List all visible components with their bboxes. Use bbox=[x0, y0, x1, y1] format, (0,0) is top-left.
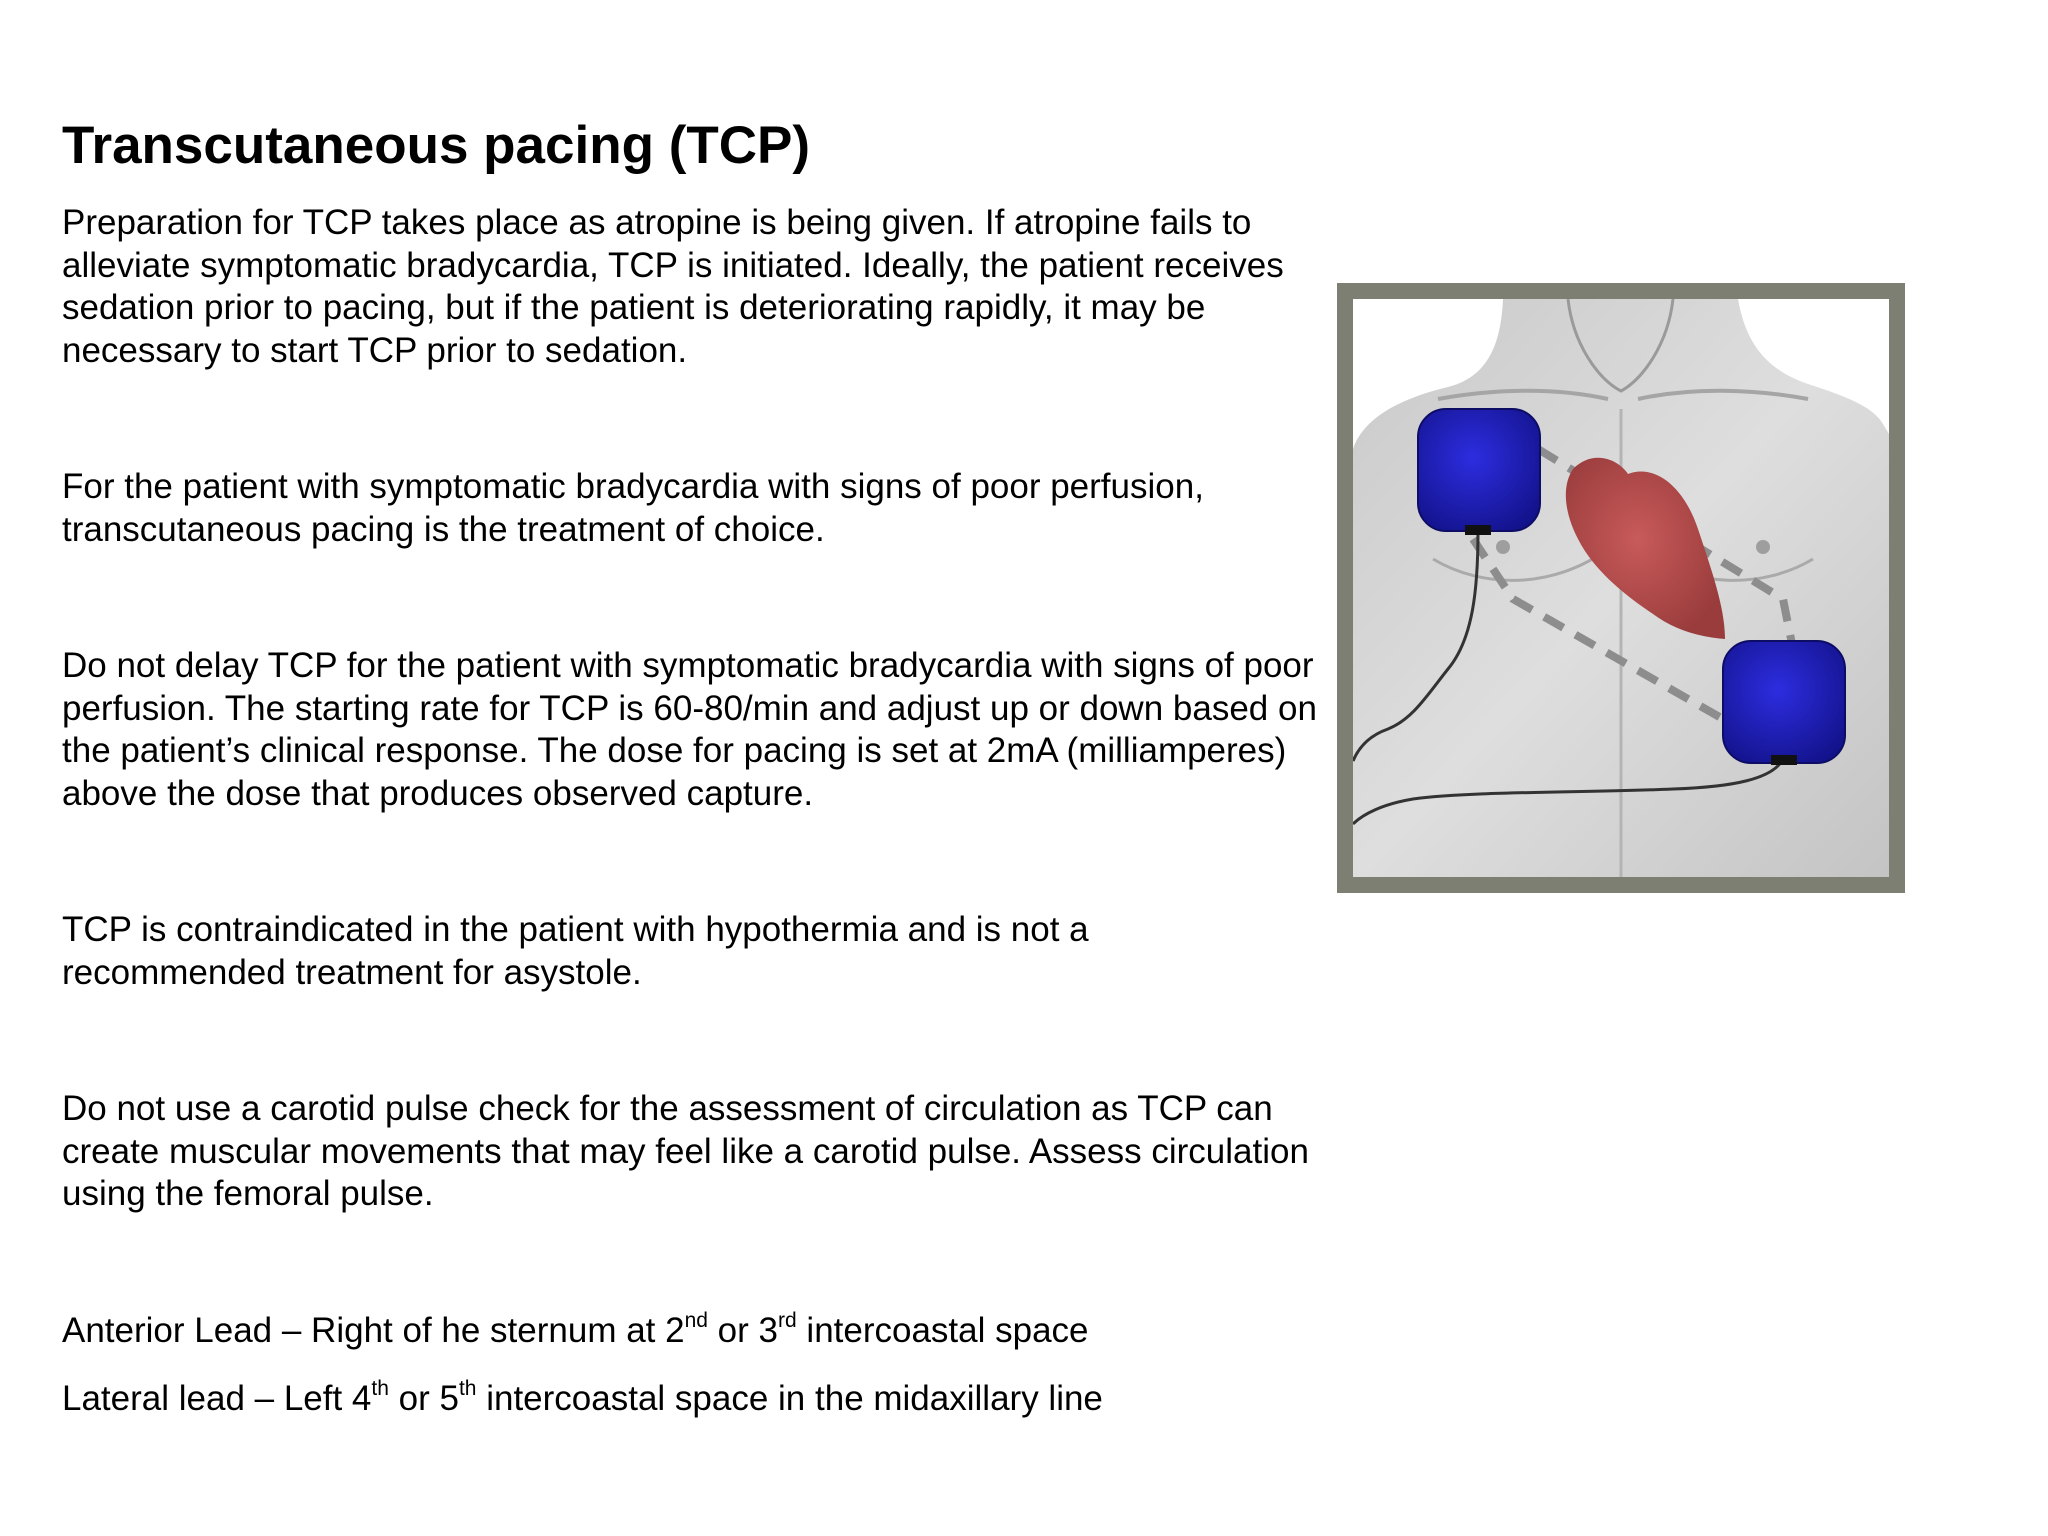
anterior-lead-text bbox=[62, 1310, 1322, 1353]
lateral-lead-part3: intercoastal space in the midaxillary line bbox=[476, 1379, 1103, 1418]
paragraph-treatment-of-choice: For the patient with symptomatic bradycardia with signs of poor perfusion, transcutaneous pacing is the treatment of choice. bbox=[62, 467, 1204, 549]
lateral-lead-sup1: th bbox=[371, 1377, 389, 1400]
anterior-lead-part1: Anterior Lead – Right of he sternum at 2 bbox=[62, 1310, 685, 1350]
slide-title: Transcutaneous pacing (TCP) bbox=[62, 116, 811, 175]
anterior-lead-part2: or 3 bbox=[707, 1310, 778, 1350]
paragraph-contraindications: TCP is contraindicated in the patient with hypothermia and is not a recommended treatment for asystole. bbox=[62, 910, 1089, 992]
lateral-lead-part2: or 5 bbox=[388, 1379, 459, 1418]
anterior-pad bbox=[1418, 409, 1540, 531]
paragraph-pulse-check: Do not use a carotid pulse check for the assessment of circulation as TCP can create muscular movements that may feel like a carotid pulse. Assess circulation using the femoral pulse. bbox=[62, 1089, 1309, 1213]
slide-body bbox=[62, 202, 1322, 1421]
nipple-right bbox=[1496, 540, 1510, 554]
anterior-lead-part3: intercoastal space bbox=[796, 1310, 1089, 1350]
nipple-left bbox=[1756, 540, 1770, 554]
anterior-lead-sup2: rd bbox=[778, 1308, 797, 1332]
lateral-pad-connector bbox=[1771, 755, 1797, 765]
lateral-lead-part1: Lateral lead – Left 4 bbox=[62, 1379, 372, 1418]
paragraph-preparation: Preparation for TCP takes place as atropine is being given. If atropine fails to alleviate symptomatic bradycardia, TCP is initiated. Ideally, the patient receives sedation prior to pacing, but if the patient is deteriorating rapidly, it may be necessary to start TCP prior to sedation. bbox=[62, 203, 1284, 370]
lateral-pad bbox=[1723, 641, 1845, 763]
lateral-lead-text bbox=[62, 1378, 1322, 1421]
pacing-pad-placement-figure bbox=[1337, 283, 1905, 893]
anterior-pad-connector bbox=[1465, 525, 1491, 535]
paragraph-rate-and-dose: Do not delay TCP for the patient with symptomatic bradycardia with signs of poor perfusion. The starting rate for TCP is 60-80/min and adjust up or down based on the patient’s clinical response. The dose for pacing is set at 2mA (milliamperes) above the dose that produces observed capture. bbox=[62, 646, 1317, 813]
chest-illustration bbox=[1353, 299, 1889, 877]
anterior-lead-sup1: nd bbox=[684, 1308, 708, 1332]
lateral-lead-sup2: th bbox=[458, 1377, 477, 1400]
